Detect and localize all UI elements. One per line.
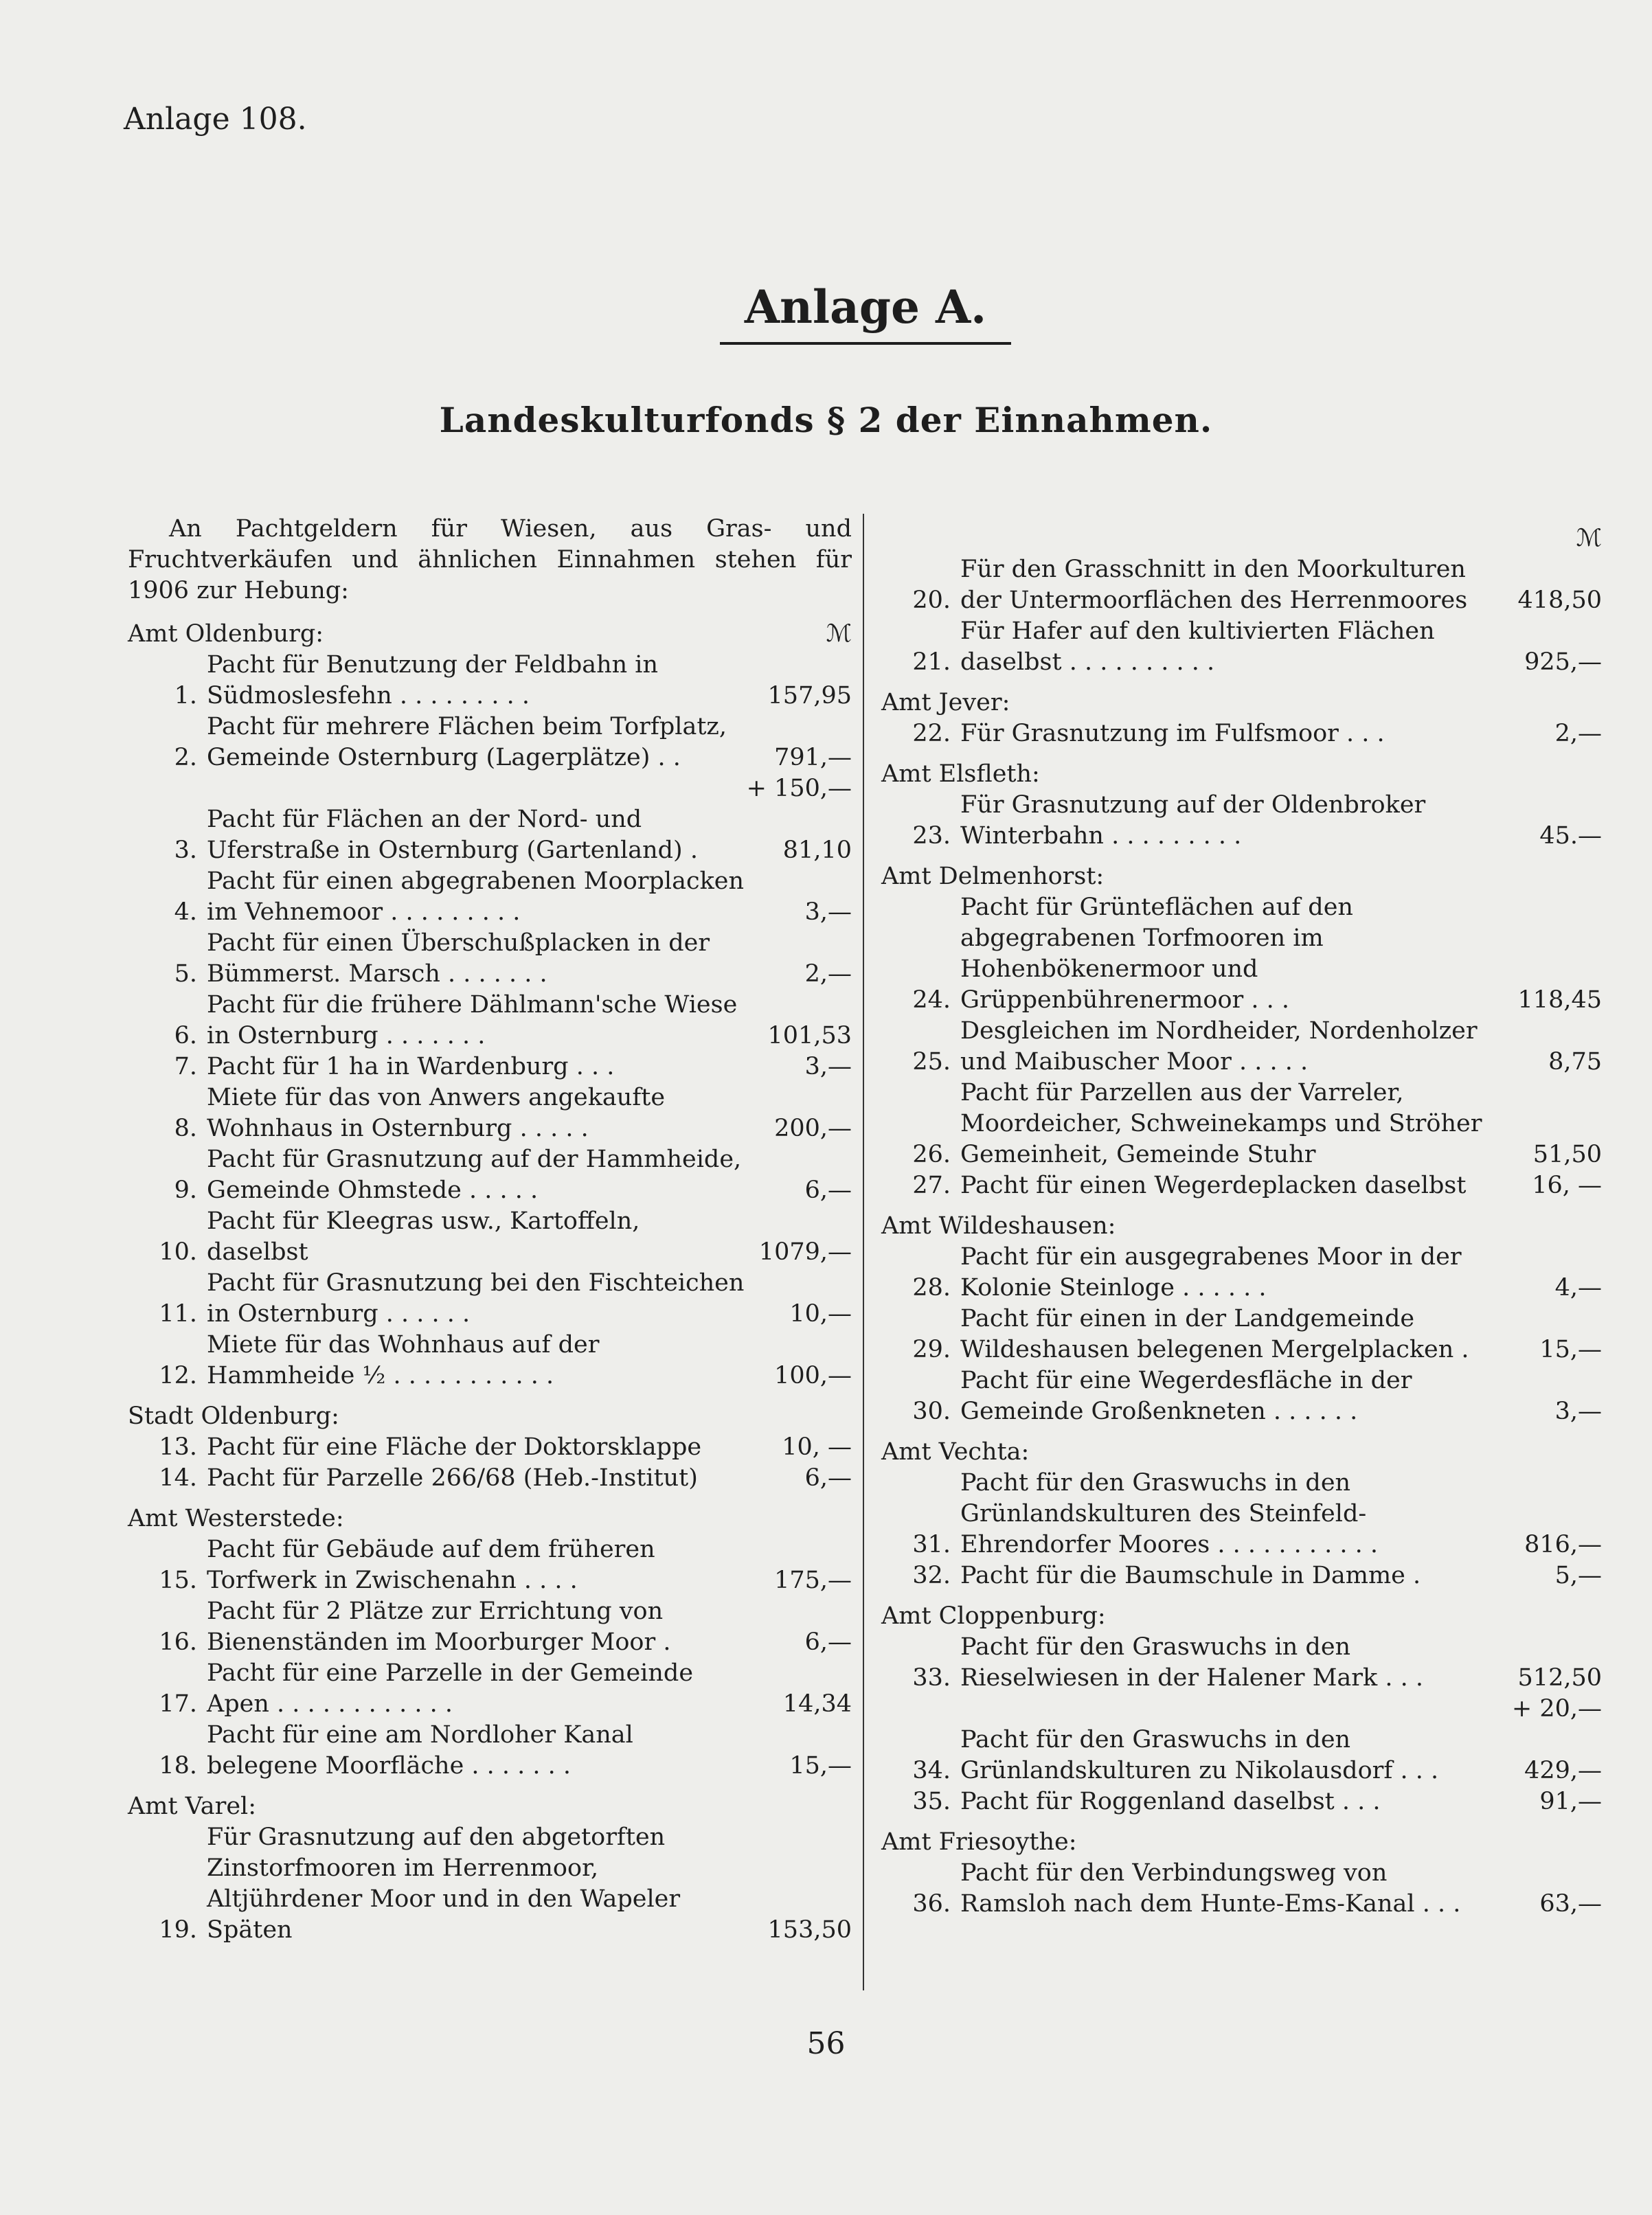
entry-number: 5. [174, 960, 197, 988]
currency-unit: ℳ [1576, 525, 1602, 552]
entry-amount: 8,75 [1548, 1048, 1602, 1076]
entry-amount-addition: + 20,— [1511, 1695, 1602, 1723]
entry-number: 34. [912, 1757, 951, 1784]
entry-amount: 15,— [789, 1752, 852, 1780]
entry-amount: 1079,— [758, 1238, 852, 1266]
entry-number: 36. [912, 1890, 951, 1918]
entry-amount-addition: + 150,— [746, 775, 852, 802]
section-block [881, 861, 1602, 1201]
entry-amount: 6,— [804, 1464, 852, 1492]
entry-number: 30. [912, 1398, 951, 1425]
entry-text: Pacht für Kleegras usw., Kartoffeln, daselbst [207, 1207, 640, 1266]
entry-number: 32. [912, 1562, 951, 1589]
entry-number: 6. [174, 1022, 197, 1049]
section-title: Amt Cloppenburg: [881, 1602, 1106, 1630]
section-heading [128, 1791, 852, 1822]
ledger-entry [128, 650, 852, 712]
ledger-entry [128, 1082, 852, 1144]
entry-number: 7. [174, 1053, 197, 1080]
section-title: Amt Varel: [128, 1793, 257, 1820]
entry-number: 35. [912, 1788, 951, 1815]
section-block [881, 1211, 1602, 1427]
entry-text: Pacht für eine Parzelle in der Gemeinde Apen . . . . . . . . . . . . [207, 1659, 694, 1718]
right-column [881, 514, 1602, 1920]
section-title: Amt Elsfleth: [881, 760, 1040, 788]
ledger-entry [128, 1596, 852, 1658]
entry-text: Pacht für Grasnutzung bei den Fischteichen in Osternburg . . . . . . [207, 1269, 745, 1328]
entry-text: Für Grasnutzung auf den abgetorften Zinstorfmooren im Herrenmoor, Altjührdener Moor und in den Wapeler Späten [207, 1824, 681, 1944]
ledger-entry [881, 892, 1602, 1016]
ledger-entry [881, 1078, 1602, 1170]
entry-amount: 4,— [1554, 1274, 1602, 1302]
entry-text: Pacht für Parzellen aus der Varreler, Moordeicher, Schweinekamps und Ströher Gemeinheit, Gemeinde Stuhr [960, 1079, 1482, 1168]
entry-text: Pacht für den Verbindungsweg von Ramsloh nach dem Hunte-Ems-Kanal . . . [960, 1859, 1461, 1918]
entry-text: Pacht für mehrere Flächen beim Torfplatz, Gemeinde Osternburg (Lagerplätze) . . [207, 713, 727, 771]
entry-amount: 429,— [1524, 1757, 1602, 1784]
entry-amount: 100,— [774, 1362, 852, 1389]
entry-number: 29. [912, 1336, 951, 1363]
entry-text: Pacht für Benutzung der Feldbahn in Südmoslesfehn . . . . . . . . . [207, 651, 659, 709]
ledger-entry [128, 804, 852, 866]
left-column [128, 514, 852, 1946]
entry-text: Pacht für 2 Plätze zur Errichtung von Bienenständen im Moorburger Moor . [207, 1598, 671, 1656]
ledger-entry [881, 616, 1602, 678]
entry-text: Pacht für den Graswuchs in den Rieselwiesen in der Halener Mark . . . [960, 1633, 1423, 1692]
entry-number: 27. [912, 1172, 951, 1199]
section-block [128, 619, 852, 1392]
section-block [881, 523, 1602, 678]
entry-amount: 418,50 [1517, 587, 1602, 614]
entry-text: Pacht für einen in der Landgemeinde Wildeshausen belegenen Mergelplacken . [960, 1305, 1469, 1363]
entry-number: 10. [159, 1238, 197, 1266]
section-title: Amt Vechta: [881, 1438, 1030, 1466]
entry-text: Pacht für ein ausgegrabenes Moor in der Kolonie Steinloge . . . . . . [960, 1243, 1462, 1302]
entry-text: Pacht für Flächen an der Nord- und Uferstraße in Osternburg (Gartenland) . [207, 806, 698, 864]
section-heading [881, 759, 1602, 790]
entry-number: 31. [912, 1531, 951, 1558]
entry-number: 22. [912, 720, 951, 747]
entry-amount: 512,50 [1517, 1664, 1602, 1692]
entry-number: 24. [912, 986, 951, 1014]
ledger-entry [128, 928, 852, 990]
section-title: Amt Oldenburg: [128, 620, 324, 648]
entry-text: Pacht für einen abgegrabenen Moorplacken im Vehnemoor . . . . . . . . . [207, 867, 745, 926]
entry-text: Pacht für eine Wegerdesfläche in der Gemeinde Großenkneten . . . . . . [960, 1367, 1412, 1425]
ledger-entry [128, 1658, 852, 1720]
entry-text: Pacht für einen Überschußplacken in der Bümmerst. Marsch . . . . . . . [207, 929, 710, 988]
column-divider [863, 514, 864, 1990]
entry-text: Pacht für die frühere Dählmann'sche Wiese in Osternburg . . . . . . . [207, 991, 738, 1049]
ledger-entry [128, 990, 852, 1052]
ledger-entry [128, 1144, 852, 1206]
section-block [881, 1437, 1602, 1591]
ledger-entry [881, 1858, 1602, 1920]
section-heading [881, 1211, 1602, 1242]
entry-amount: 63,— [1539, 1890, 1602, 1918]
entry-text: Miete für das Wohnhaus auf der Hammheide ½ . . . . . . . . . . . [207, 1331, 600, 1389]
ledger-entry [881, 1016, 1602, 1078]
entry-amount: 15,— [1539, 1336, 1602, 1363]
entry-amount: 118,45 [1517, 986, 1602, 1014]
entry-amount: 175,— [774, 1567, 852, 1594]
entry-text: Pacht für eine am Nordloher Kanal belegene Moorfläche . . . . . . . [207, 1721, 633, 1780]
ledger-entry [128, 712, 852, 773]
entry-amount: 10,— [789, 1300, 852, 1328]
entry-number: 3. [174, 837, 197, 864]
entry-number: 19. [159, 1916, 197, 1944]
entry-number: 4. [174, 898, 197, 926]
ledger-entry [881, 1786, 1602, 1817]
entry-number: 14. [159, 1464, 197, 1492]
ledger-entry [881, 718, 1602, 749]
ledger-entry [881, 1365, 1602, 1427]
entry-amount: 6,— [804, 1177, 852, 1204]
entry-number: 28. [912, 1274, 951, 1302]
entry-text: Pacht für einen Wegerdeplacken daselbst [960, 1172, 1467, 1199]
entry-text: Pacht für eine Fläche der Doktorsklappe [207, 1433, 702, 1461]
entry-number: 21. [912, 648, 951, 676]
title-underline [720, 342, 1011, 345]
ledger-entry [128, 1822, 852, 1946]
entry-amount: 816,— [1524, 1531, 1602, 1558]
entry-amount: 81,10 [782, 837, 852, 864]
entry-number: 23. [912, 822, 951, 850]
section-block [881, 759, 1602, 852]
entry-number: 1. [174, 682, 197, 709]
entry-text: Für den Grasschnitt in den Moorkulturen der Untermoorflächen des Herrenmoores [960, 556, 1468, 614]
section-heading [128, 1503, 852, 1534]
entry-amount: 45.— [1539, 822, 1602, 850]
entry-number: 18. [159, 1752, 197, 1780]
entry-amount: 791,— [774, 744, 852, 771]
entry-text: Für Grasnutzung im Fulfsmoor . . . [960, 720, 1385, 747]
entry-amount: 3,— [1554, 1398, 1602, 1425]
entry-number: 9. [174, 1177, 197, 1204]
section-block [881, 1601, 1602, 1817]
section-title: Amt Delmenhorst: [881, 863, 1105, 890]
entry-amount: 5,— [1554, 1562, 1602, 1589]
ledger-entry [881, 1560, 1602, 1591]
entry-number: 8. [174, 1115, 197, 1142]
section-block [881, 688, 1602, 749]
section-title: Amt Jever: [881, 689, 1010, 716]
ledger-entry [128, 1534, 852, 1596]
entry-amount: 200,— [774, 1115, 852, 1142]
entry-text: Pacht für den Graswuchs in den Grünlandskulturen des Steinfeld-Ehrendorfer Moores . . . . . . . . . . . [960, 1469, 1378, 1558]
section-block [881, 1827, 1602, 1920]
entry-number: 2. [174, 744, 197, 771]
section-block [128, 1791, 852, 1946]
entry-text: Für Hafer auf den kultivierten Flächen daselbst . . . . . . . . . . [960, 617, 1435, 676]
entry-text: Miete für das von Anwers angekaufte Wohnhaus in Osternburg . . . . . [207, 1084, 666, 1142]
section-heading [128, 1401, 852, 1432]
entry-amount: 14,34 [782, 1690, 852, 1718]
entry-number: 12. [159, 1362, 197, 1389]
ledger-entry [881, 1304, 1602, 1365]
ledger-entry [881, 1468, 1602, 1560]
entry-text: Desgleichen im Nordheider, Nordenholzer und Maibuscher Moor . . . . . [960, 1017, 1478, 1076]
section-heading [128, 619, 852, 650]
section-heading [881, 1827, 1602, 1858]
entry-amount: 925,— [1524, 648, 1602, 676]
ledger-entry [128, 1720, 852, 1782]
ledger-entry [128, 1330, 852, 1392]
ledger-entry [881, 1632, 1602, 1694]
entry-text: Für Grasnutzung auf der Oldenbroker Winterbahn . . . . . . . . . [960, 791, 1426, 850]
entry-text: Pacht für Roggenland daselbst . . . [960, 1788, 1381, 1815]
appendix-label: Anlage 108. [124, 102, 307, 137]
entry-number: 13. [159, 1433, 197, 1461]
entry-number: 17. [159, 1690, 197, 1718]
ledger-entry [128, 1206, 852, 1268]
ledger-entry [881, 554, 1602, 616]
section-heading [881, 861, 1602, 892]
entry-text: Pacht für Grünteflächen auf den abgegrabenen Torfmooren im Hohenbökenermoor und Grüppenbührenermoor . . . [960, 894, 1353, 1014]
section-title: Stadt Oldenburg: [128, 1402, 339, 1430]
intro-paragraph: An Pachtgeldern für Wiesen, aus Gras- und Fruchtverkäufen und ähnlichen Einnahmen stehen für 1906 zur Hebung: [128, 515, 852, 604]
entry-number: 11. [159, 1300, 197, 1328]
entry-number: 33. [912, 1664, 951, 1692]
entry-text: Pacht für Parzelle 266/68 (Heb.-Institut) [207, 1464, 698, 1492]
section-title: Amt Westerstede: [128, 1505, 344, 1532]
ledger-entry [881, 1242, 1602, 1304]
entry-amount: 3,— [804, 898, 852, 926]
page-number: 56 [806, 2026, 846, 2061]
entry-amount: 3,— [804, 1053, 852, 1080]
section-block [128, 1401, 852, 1494]
entry-text: Pacht für die Baumschule in Damme . [960, 1562, 1421, 1589]
entry-amount: 6,— [804, 1628, 852, 1656]
ledger-entry [128, 1432, 852, 1463]
ledger-entry [128, 1268, 852, 1330]
entry-number: 16. [159, 1628, 197, 1656]
section-heading [881, 1601, 1602, 1632]
entry-amount: 16, — [1532, 1172, 1602, 1199]
entry-text: Pacht für 1 ha in Wardenburg . . . [207, 1053, 615, 1080]
entry-number: 15. [159, 1567, 197, 1594]
entry-number: 20. [912, 587, 951, 614]
section-title: Amt Friesoythe: [881, 1828, 1077, 1856]
entry-amount: 51,50 [1532, 1141, 1602, 1168]
ledger-entry [881, 1170, 1602, 1201]
entry-amount: 2,— [804, 960, 852, 988]
page-subtitle: Landeskulturfonds § 2 der Einnahmen. [439, 400, 1213, 440]
ledger-entry [128, 866, 852, 928]
entry-text: Pacht für den Graswuchs in den Grünlandskulturen zu Nikolausdorf . . . [960, 1726, 1439, 1784]
ledger-entry [128, 1052, 852, 1082]
entry-amount: 10, — [782, 1433, 852, 1461]
entry-amount: 157,95 [767, 682, 852, 709]
section-block [128, 1503, 852, 1782]
entry-text: Pacht für Gebäude auf dem früheren Torfwerk in Zwischenahn . . . . [207, 1536, 655, 1594]
ledger-entry [128, 1463, 852, 1494]
section-title: Amt Wildeshausen: [881, 1212, 1116, 1240]
currency-unit: ℳ [826, 620, 852, 648]
ledger-entry [881, 790, 1602, 852]
entry-text: Pacht für Grasnutzung auf der Hammheide, Gemeinde Ohmstede . . . . . [207, 1146, 742, 1204]
entry-amount: 153,50 [767, 1916, 852, 1944]
section-heading [881, 688, 1602, 718]
entry-amount: 91,— [1539, 1788, 1602, 1815]
ledger-entry [881, 1725, 1602, 1786]
entry-number: 25. [912, 1048, 951, 1076]
entry-amount: 2,— [1554, 720, 1602, 747]
page-title: Anlage A. [744, 280, 987, 334]
entry-number: 26. [912, 1141, 951, 1168]
entry-amount: 101,53 [767, 1022, 852, 1049]
section-heading [881, 1437, 1602, 1468]
